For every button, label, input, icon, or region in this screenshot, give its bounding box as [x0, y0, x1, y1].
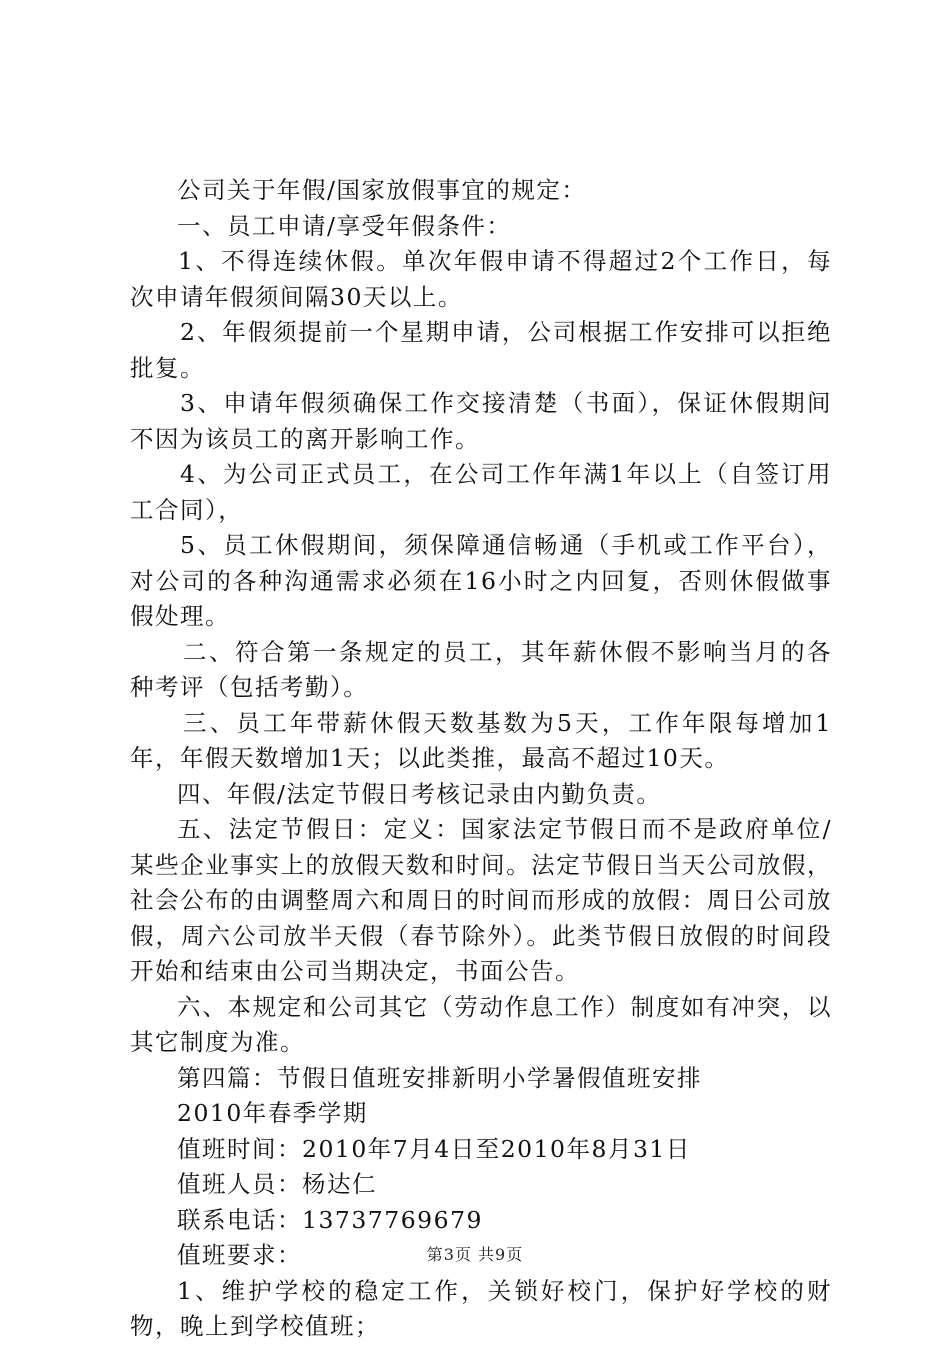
paragraph-duty-person: 值班人员：杨达仁	[177, 1170, 377, 1198]
paragraph-heading: 公司关于年假/国家放假事宜的规定：	[177, 176, 587, 204]
paragraph-section-4: 四、年假/法定节假日考核记录由内勤负责。	[177, 779, 662, 808]
paragraph-section-6: 六、本规定和公司其它（劳动作息工作）制度如有冲突，以其它制度为准。	[130, 992, 832, 1056]
paragraph-section-2: 二、符合第一条规定的员工，其年薪休假不影响当月的各种考评（包括考勤）。	[130, 637, 832, 701]
paragraph-item-3: 3、申请年假须确保工作交接清楚（书面），保证休假期间不因为该员工的离开影响工作。	[130, 389, 832, 453]
document-body	[130, 173, 832, 1345]
page-number-footer: 第3页 共9页	[426, 1245, 524, 1264]
paragraph-requirement-1: 1、维护学校的稳定工作，关锁好校门，保护好学校的财物，晚上到学校值班；	[130, 1276, 832, 1340]
paragraph-duty-requirements: 值班要求：	[177, 1241, 302, 1269]
paragraph-item-2: 2、年假须提前一个星期申请，公司根据工作安排可以拒绝批复。	[130, 318, 832, 382]
paragraph-item-1: 1、不得连续休假。单次年假申请不得超过2个工作日，每次申请年假须间隔30天以上。	[130, 247, 832, 311]
paragraph-item-4: 4、为公司正式员工，在公司工作年满1年以上（自签订用工合同），	[130, 460, 832, 524]
paragraph-semester: 2010年春季学期	[177, 1099, 368, 1127]
paragraph-duty-time: 值班时间：2010年7月4日至2010年8月31日	[177, 1134, 691, 1163]
paragraph-chapter-title: 第四篇：节假日值班安排新明小学暑假值班安排	[177, 1063, 702, 1092]
paragraph-section-1-title: 一、员工申请/享受年假条件：	[177, 211, 512, 240]
paragraph-contact-phone: 联系电话：13737769679	[177, 1205, 483, 1234]
paragraph-section-5: 五、法定节假日：定义：国家法定节假日而不是政府单位/某些企业事实上的放假天数和时间。法定节假日当天公司放假，社会公布的由调整周六和周日的时间而形成的放假：周日公司放假，周六公司放半天假（春节除外）。此类节假日放假的时间段开始和结束由公司当期决定，书面公告。	[130, 815, 832, 985]
paragraph-section-3: 三、员工年带薪休假天数基数为5天，工作年限每增加1年，年假天数增加1天；以此类推，最高不超过10天。	[130, 708, 832, 772]
paragraph-item-5: 5、员工休假期间，须保障通信畅通（手机或工作平台），对公司的各种沟通需求必须在16小时之内回复，否则休假做事假处理。	[130, 531, 832, 630]
